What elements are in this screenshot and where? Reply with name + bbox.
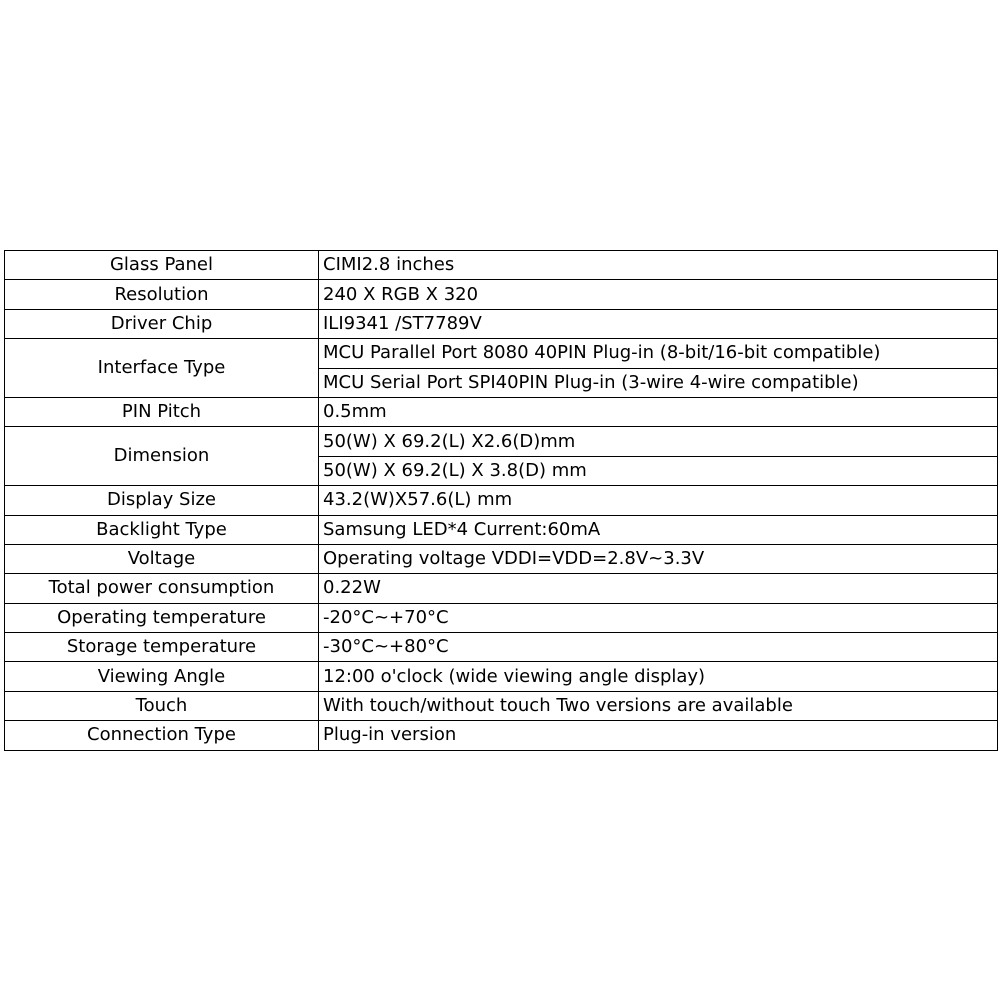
table-row [5,603,998,632]
spec-value: 0.22W [319,574,998,603]
spec-label: Total power consumption [5,574,319,603]
spec-label: Resolution [5,280,319,309]
spec-value: 12:00 o'clock (wide viewing angle display) [319,662,998,691]
table-row [5,339,998,368]
spec-value: Operating voltage VDDI=VDD=2.8V~3.3V [319,544,998,573]
spec-value: 50(W) X 69.2(L) X2.6(D)mm [319,427,998,456]
spec-table [4,250,998,751]
table-row [5,544,998,573]
spec-value: 240 X RGB X 320 [319,280,998,309]
spec-value: ILI9341 /ST7789V [319,309,998,338]
spec-label: Viewing Angle [5,662,319,691]
table-row [5,251,998,280]
spec-label: Voltage [5,544,319,573]
spec-label: Touch [5,691,319,720]
table-row [5,691,998,720]
spec-value: With touch/without touch Two versions are available [319,691,998,720]
spec-value: -30°C~+80°C [319,633,998,662]
spec-value: 50(W) X 69.2(L) X 3.8(D) mm [319,456,998,485]
spec-value: MCU Serial Port SPI40PIN Plug-in (3-wire 4-wire compatible) [319,368,998,397]
spec-value: -20°C~+70°C [319,603,998,632]
spec-label: Driver Chip [5,309,319,338]
table-row [5,486,998,515]
table-row [5,721,998,750]
table-row [5,427,998,456]
spec-value: MCU Parallel Port 8080 40PIN Plug-in (8-bit/16-bit compatible) [319,339,998,368]
spec-label: Storage temperature [5,633,319,662]
spec-label: PIN Pitch [5,397,319,426]
spec-label: Display Size [5,486,319,515]
spec-value: 0.5mm [319,397,998,426]
table-row [5,515,998,544]
spec-label: Dimension [5,427,319,486]
spec-label: Interface Type [5,339,319,398]
spec-value: CIMI2.8 inches [319,251,998,280]
spec-table-body [5,251,998,751]
table-row [5,662,998,691]
table-row [5,309,998,338]
spec-label: Operating temperature [5,603,319,632]
table-row [5,397,998,426]
spec-label: Glass Panel [5,251,319,280]
spec-label: Connection Type [5,721,319,750]
table-row [5,633,998,662]
spec-value: Plug-in version [319,721,998,750]
table-row [5,574,998,603]
spec-label: Backlight Type [5,515,319,544]
table-row [5,280,998,309]
spec-value: 43.2(W)X57.6(L) mm [319,486,998,515]
spec-value: Samsung LED*4 Current:60mA [319,515,998,544]
